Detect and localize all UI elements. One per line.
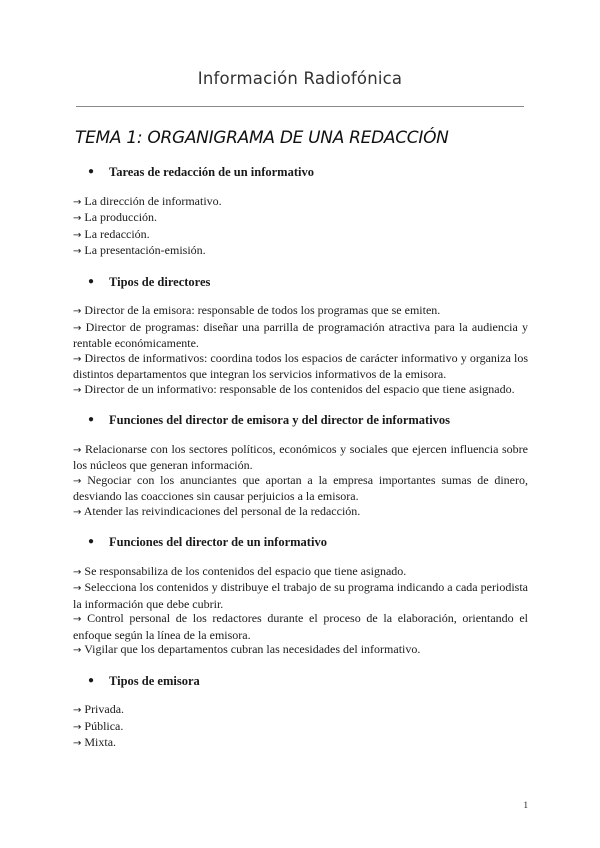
list-item: → La dirección de informativo. <box>73 193 222 208</box>
section-heading: ● Funciones del director de un informativo <box>88 535 327 549</box>
bullet-icon: ● <box>88 674 95 686</box>
arrow-icon: → <box>73 738 82 749</box>
list-item: → Control personal de los redactores durante el proceso de la elaboración, orientando el enfoque según la línea de la emisora. <box>73 611 529 642</box>
arrow-icon: → <box>73 614 82 625</box>
arrow-icon: → <box>73 475 82 487</box>
section-tareas <box>73 165 528 260</box>
list-item: → Directos de informativos: coordina todos los espacios de carácter informativo y organiza los distintos departamentos que integran los servicios informativos de la emisora. <box>73 350 529 381</box>
section-heading: ● Funciones del director de emisora y del director de informativos <box>88 413 451 427</box>
document-body <box>73 165 528 767</box>
header-divider <box>76 106 524 107</box>
arrow-icon: → <box>73 246 82 257</box>
bullet-icon: ● <box>88 166 95 177</box>
arrow-icon: → <box>73 384 82 396</box>
list-item: → Pública. <box>73 718 124 733</box>
arrow-icon: → <box>73 322 82 334</box>
section-heading: ● Tipos de directores <box>88 274 211 289</box>
arrow-icon: → <box>73 583 82 594</box>
section-funciones-emisora <box>73 413 528 520</box>
section-tipos-directores <box>73 275 528 399</box>
arrow-icon: → <box>73 213 82 224</box>
topic-title: TEMA 1: ORGANIGRAMA DE UNA REDACCIÓN <box>75 128 449 148</box>
list-item: → Director de un informativo: responsable de los contenidos del espacio que tiene asignado. <box>73 381 515 396</box>
list-item: → Se responsabiliza de los contenidos del espacio que tiene asignado. <box>73 563 407 578</box>
list-item: → La redacción. <box>73 226 150 241</box>
list-item: → Atender las reivindicaciones del personal de la redacción. <box>73 503 361 518</box>
list-item: → Privada. <box>73 702 125 716</box>
document-header-title: Información Radiofónica <box>197 69 403 88</box>
list-item: → Relacionarse con los sectores políticos, económicos y sociales que ejercen influencia sobre los núcleos que generan información. <box>73 441 528 472</box>
arrow-icon: → <box>73 196 82 208</box>
bullet-icon: ● <box>88 536 95 547</box>
list-item: → Director de la emisora: responsable de todos los programas que se emiten. <box>73 303 441 317</box>
arrow-icon: → <box>73 705 82 716</box>
list-item: → La presentación-emisión. <box>73 243 206 257</box>
list-item: → La producción. <box>73 210 158 224</box>
arrow-icon: → <box>73 353 82 365</box>
arrow-icon: → <box>73 645 82 656</box>
list-item: → Director de programas: diseñar una parrilla de programación atractiva para la audiencia y rentable económicamente. <box>73 319 528 350</box>
list-item: → Selecciona los contenidos y distribuye el trabajo de su programa indicando a cada periodista la información que debe cubrir. <box>73 580 529 611</box>
arrow-icon: → <box>73 444 82 456</box>
section-heading: ● Tipos de emisora <box>88 673 200 688</box>
arrow-icon: → <box>73 721 82 733</box>
page-number: 1 <box>523 800 528 810</box>
bullet-icon: ● <box>88 414 95 425</box>
list-item: → Negociar con los anunciantes que aportan a la empresa importantes sumas de dinero, desviando las coacciones sin causar perjuicios a la emisora. <box>73 472 528 503</box>
arrow-icon: → <box>73 506 82 518</box>
arrow-icon: → <box>73 229 82 241</box>
arrow-icon: → <box>73 566 82 578</box>
list-item: → Vigilar que los departamentos cubran las necesidades del informativo. <box>73 642 421 656</box>
arrow-icon: → <box>73 306 82 317</box>
bullet-icon: ● <box>88 275 95 287</box>
section-heading: ● Tareas de redacción de un informativo <box>88 165 314 179</box>
section-tipos-emisora <box>73 674 528 752</box>
section-funciones-informativo <box>73 535 528 659</box>
list-item: → Mixta. <box>73 735 117 749</box>
